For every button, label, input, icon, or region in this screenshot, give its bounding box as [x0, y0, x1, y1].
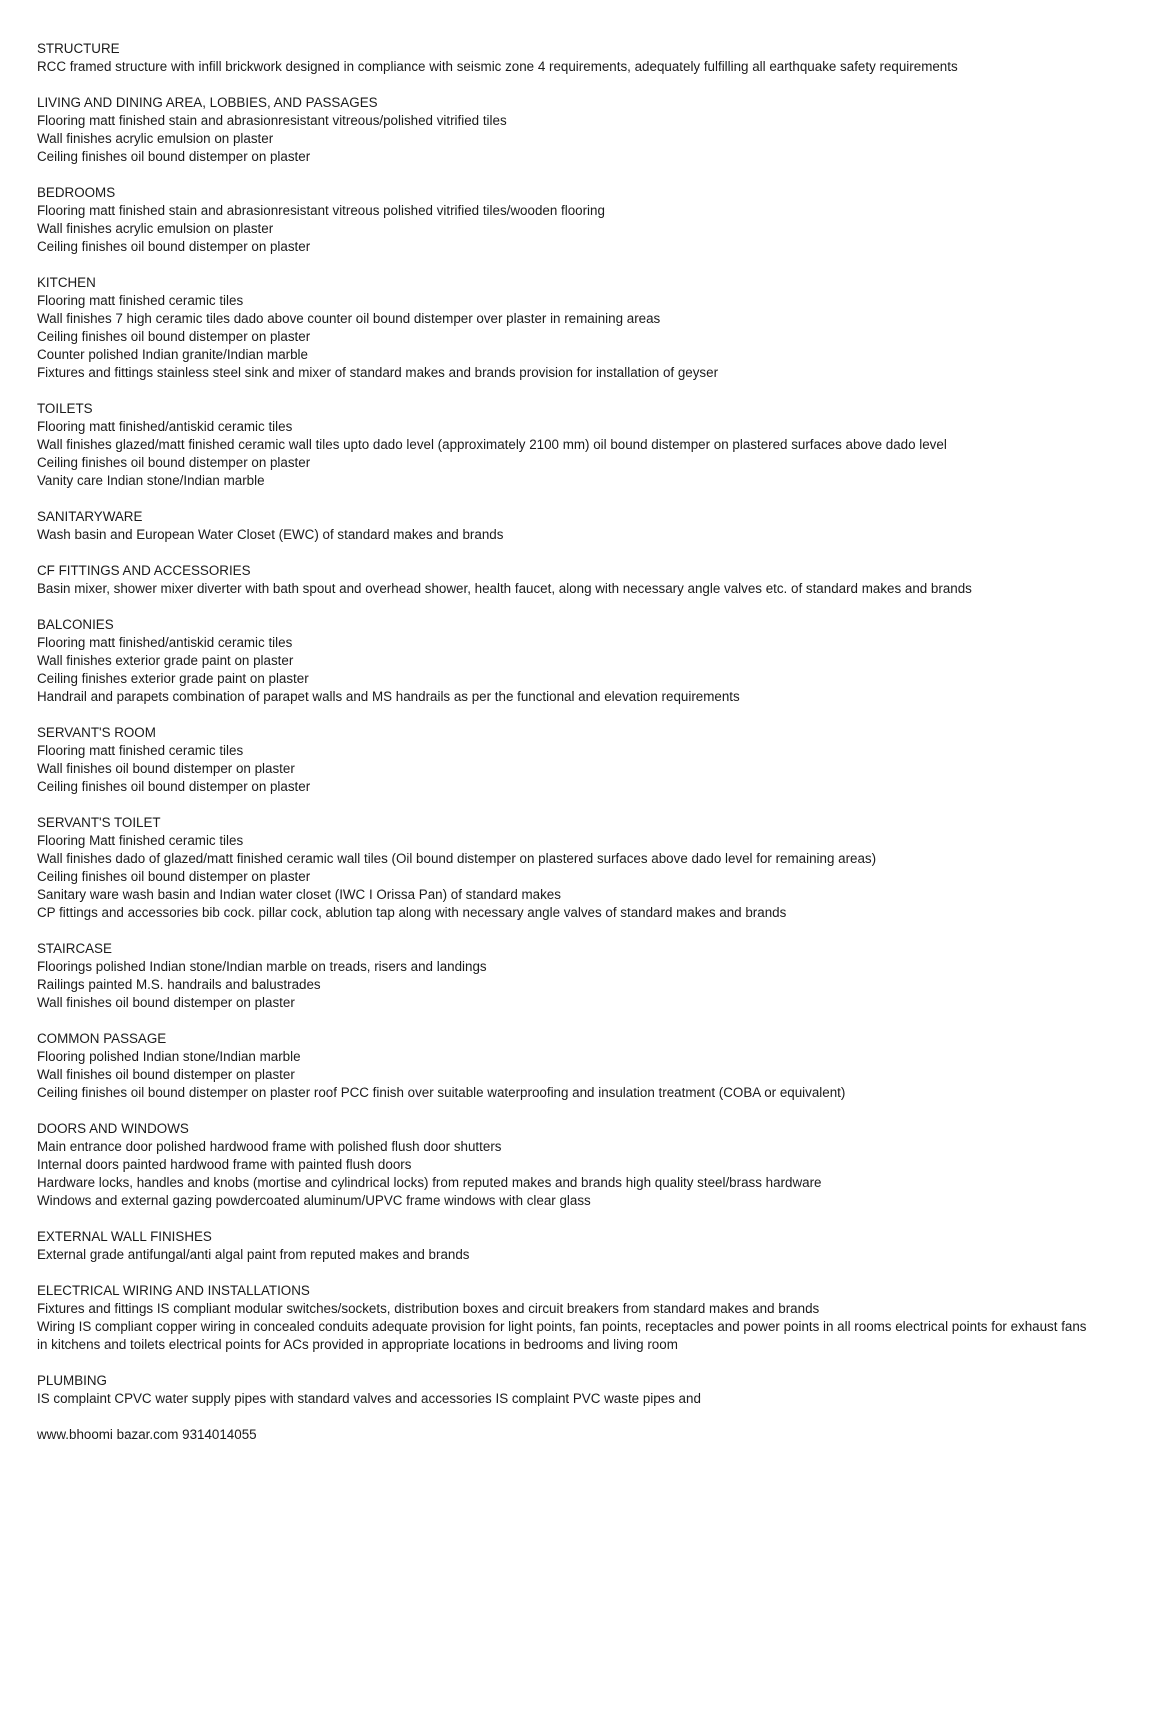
spec-line: Counter polished Indian granite/Indian marble [37, 347, 308, 362]
spec-line: Internal doors painted hardwood frame with painted flush doors [37, 1157, 412, 1172]
spec-line: Basin mixer, shower mixer diverter with bath spout and overhead shower, health faucet, along with necessary angle valves etc. of standard makes and brands [37, 581, 972, 596]
spec-section [37, 1282, 1147, 1354]
spec-line: IS complaint CPVC water supply pipes with standard valves and accessories IS complaint PVC waste pipes and [37, 1391, 701, 1406]
specification-sections [37, 40, 1147, 1408]
spec-section [37, 400, 1147, 490]
section-heading: STRUCTURE [37, 41, 120, 56]
spec-line: Ceiling finishes oil bound distemper on plaster roof PCC finish over suitable waterproofing and insulation treatment (COBA or equivalent) [37, 1085, 846, 1100]
spec-line: External grade antifungal/anti algal paint from reputed makes and brands [37, 1247, 470, 1262]
section-heading: LIVING AND DINING AREA, LOBBIES, AND PASSAGES [37, 95, 378, 110]
section-heading: PLUMBING [37, 1373, 107, 1388]
spec-line: Windows and external gazing powdercoated aluminum/UPVC frame windows with clear glass [37, 1193, 591, 1208]
section-heading: BEDROOMS [37, 185, 116, 200]
spec-line: Hardware locks, handles and knobs (mortise and cylindrical locks) from reputed makes and brands high quality steel/brass hardware [37, 1175, 822, 1190]
spec-section [37, 184, 1147, 256]
spec-line: Flooring matt finished stain and abrasionresistant vitreous/polished vitrified tiles [37, 113, 507, 128]
section-heading: SERVANT'S ROOM [37, 725, 156, 740]
spec-line: Wall finishes glazed/matt finished ceramic wall tiles upto dado level (approximately 2100 mm) oil bound distemper on plastered surfaces above dado level [37, 437, 947, 452]
spec-line: Flooring matt finished/antiskid ceramic tiles [37, 635, 293, 650]
spec-line: Floorings polished Indian stone/Indian marble on treads, risers and landings [37, 959, 487, 974]
spec-line: Ceiling finishes oil bound distemper on plaster [37, 149, 311, 164]
section-heading: COMMON PASSAGE [37, 1031, 167, 1046]
spec-line: Ceiling finishes oil bound distemper on plaster [37, 869, 311, 884]
spec-line: Flooring matt finished ceramic tiles [37, 743, 244, 758]
spec-section [37, 1228, 1147, 1264]
spec-section [37, 814, 1147, 922]
section-heading: EXTERNAL WALL FINISHES [37, 1229, 212, 1244]
spec-section [37, 1372, 1147, 1408]
spec-section [37, 940, 1147, 1012]
spec-line: CP fittings and accessories bib cock. pillar cock, ablution tap along with necessary angle valves of standard makes and brands [37, 905, 787, 920]
spec-section [37, 1120, 1147, 1210]
spec-line: Wall finishes oil bound distemper on plaster [37, 1067, 295, 1082]
spec-line: Flooring matt finished/antiskid ceramic tiles [37, 419, 293, 434]
section-heading: BALCONIES [37, 617, 114, 632]
spec-line: Wall finishes dado of glazed/matt finished ceramic wall tiles (Oil bound distemper on plastered surfaces above dado level for remaining areas) [37, 851, 877, 866]
spec-line: Ceiling finishes oil bound distemper on plaster [37, 455, 311, 470]
section-heading: ELECTRICAL WIRING AND INSTALLATIONS [37, 1283, 310, 1298]
spec-section [37, 274, 1147, 382]
spec-line: Ceiling finishes oil bound distemper on plaster [37, 239, 311, 254]
spec-line: Ceiling finishes oil bound distemper on plaster [37, 779, 311, 794]
specification-document [37, 40, 1147, 1444]
spec-line: Ceiling finishes exterior grade paint on plaster [37, 671, 309, 686]
section-heading: TOILETS [37, 401, 93, 416]
spec-line: Wall finishes oil bound distemper on plaster [37, 995, 295, 1010]
spec-section [37, 94, 1147, 166]
spec-line: Handrail and parapets combination of parapet walls and MS handrails as per the functional and elevation requirements [37, 689, 740, 704]
spec-line: Railings painted M.S. handrails and balustrades [37, 977, 321, 992]
spec-line: in kitchens and toilets electrical points for ACs provided in appropriate locations in bedrooms and living room [37, 1337, 678, 1352]
footer-contact: www.bhoomi bazar.com 9314014055 [37, 1427, 257, 1442]
spec-section [37, 616, 1147, 706]
spec-line: Wall finishes acrylic emulsion on plaster [37, 221, 274, 236]
spec-line: Fixtures and fittings IS compliant modular switches/sockets, distribution boxes and circuit breakers from standard makes and brands [37, 1301, 820, 1316]
spec-section [37, 40, 1147, 76]
section-heading: SANITARYWARE [37, 509, 143, 524]
section-heading: CF FITTINGS AND ACCESSORIES [37, 563, 251, 578]
spec-line: Ceiling finishes oil bound distemper on plaster [37, 329, 311, 344]
spec-line: Wash basin and European Water Closet (EWC) of standard makes and brands [37, 527, 504, 542]
spec-line: Flooring Matt finished ceramic tiles [37, 833, 244, 848]
section-heading: KITCHEN [37, 275, 96, 290]
spec-line: Fixtures and fittings stainless steel sink and mixer of standard makes and brands provision for installation of geyser [37, 365, 719, 380]
spec-line: Flooring polished Indian stone/Indian marble [37, 1049, 301, 1064]
section-heading: STAIRCASE [37, 941, 112, 956]
spec-line: Flooring matt finished ceramic tiles [37, 293, 244, 308]
spec-line: Main entrance door polished hardwood frame with polished flush door shutters [37, 1139, 502, 1154]
section-heading: DOORS AND WINDOWS [37, 1121, 189, 1136]
spec-section [37, 724, 1147, 796]
spec-line: Flooring matt finished stain and abrasionresistant vitreous polished vitrified tiles/wooden flooring [37, 203, 605, 218]
spec-section [37, 562, 1147, 598]
spec-line: Wall finishes 7 high ceramic tiles dado above counter oil bound distemper over plaster in remaining areas [37, 311, 661, 326]
spec-line: Sanitary ware wash basin and Indian water closet (IWC I Orissa Pan) of standard makes [37, 887, 561, 902]
spec-line: RCC framed structure with infill brickwork designed in compliance with seismic zone 4 requirements, adequately fulfilling all earthquake safety requirements [37, 59, 958, 74]
spec-section [37, 508, 1147, 544]
spec-line: Wiring IS compliant copper wiring in concealed conduits adequate provision for light points, fan points, receptacles and power points in all rooms electrical points for exhaust fans [37, 1319, 1087, 1334]
spec-line: Wall finishes oil bound distemper on plaster [37, 761, 295, 776]
section-heading: SERVANT'S TOILET [37, 815, 161, 830]
spec-line: Wall finishes exterior grade paint on plaster [37, 653, 294, 668]
spec-section [37, 1030, 1147, 1102]
spec-line: Wall finishes acrylic emulsion on plaster [37, 131, 274, 146]
spec-line: Vanity care Indian stone/Indian marble [37, 473, 265, 488]
